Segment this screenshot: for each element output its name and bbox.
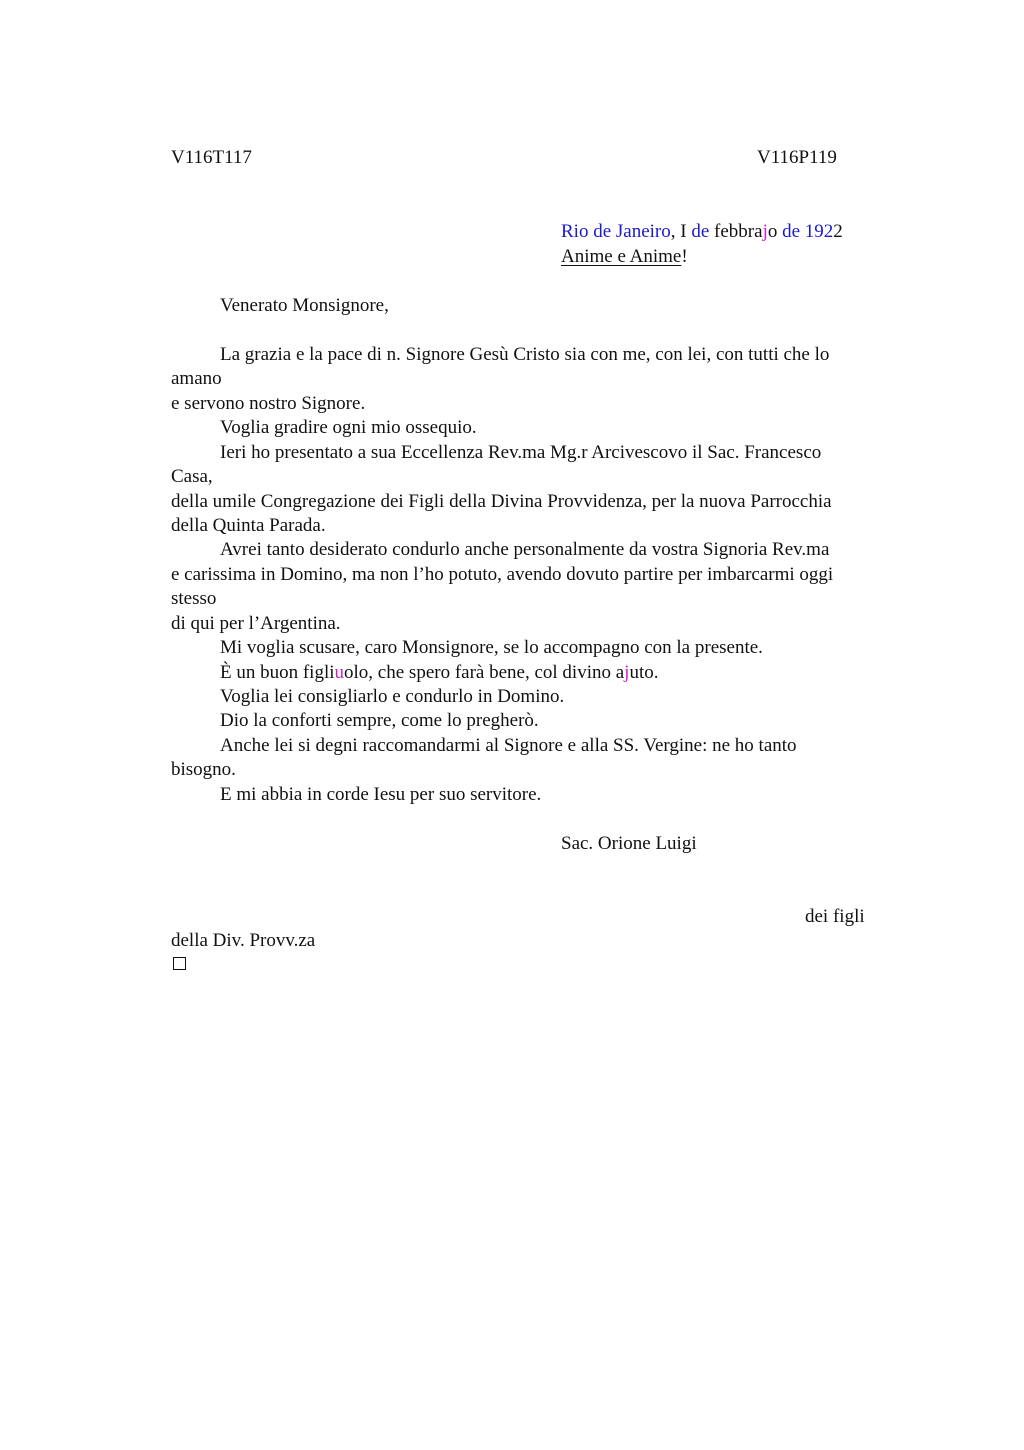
- body-line: Casa,: [171, 466, 213, 487]
- dateline-day: , I: [670, 221, 692, 242]
- body-line: Voglia gradire ogni mio ossequio.: [220, 417, 477, 438]
- dateline-month-end: o: [767, 221, 783, 242]
- body-line: stesso: [171, 588, 217, 609]
- body-line: Mi voglia scusare, caro Monsignore, se lo accompagno con la presente.: [220, 637, 763, 658]
- dateline-year-start: 192: [800, 221, 834, 242]
- body-line: amano: [171, 368, 222, 389]
- dateline-month-start: febbra: [709, 221, 763, 242]
- motto-mark: !: [681, 246, 688, 267]
- header-right-code: V116P119: [757, 147, 837, 168]
- body-variant-letter: u: [334, 662, 345, 683]
- body-line: Anche lei si degni raccomandarmi al Signore e alla SS. Vergine: ne ho tanto: [220, 735, 797, 756]
- footer-left: della Div. Provv.za: [171, 930, 316, 951]
- dateline: [561, 220, 843, 245]
- dateline-place: Rio de Janeiro: [561, 221, 671, 242]
- body-line-segment: olo, che spero farà bene, col divino a: [344, 662, 625, 683]
- body-line-segment: È un buon figli: [220, 662, 335, 683]
- body-variant-letter: j: [624, 662, 630, 683]
- signature: Sac. Orione Luigi: [561, 833, 697, 854]
- body-line: Dio la conforti sempre, come lo pregherò.: [220, 710, 539, 731]
- body-line: e carissima in Domino, ma non l’ho potuto, avendo dovuto partire per imbarcarmi oggi: [171, 564, 834, 585]
- body-line: Voglia lei consigliarlo e condurlo in Domino.: [220, 686, 565, 707]
- body-line: di qui per l’Argentina.: [171, 613, 341, 634]
- checkbox-icon: [173, 957, 186, 970]
- dateline-year-end: 2: [833, 221, 843, 242]
- body-line: della Quinta Parada.: [171, 515, 326, 536]
- footer-right: dei figli: [805, 906, 865, 927]
- motto: [561, 245, 688, 270]
- body-line: e servono nostro Signore.: [171, 393, 366, 414]
- motto-text: Anime e Anime: [561, 246, 682, 267]
- body-line: [220, 661, 658, 686]
- body-line: della umile Congregazione dei Figli della Divina Provvidenza, per la nuova Parrocchia: [171, 491, 832, 512]
- salutation: Venerato Monsignore,: [220, 295, 389, 316]
- body-line: E mi abbia in corde Iesu per suo servitore.: [220, 784, 542, 805]
- header-left-code: V116T117: [171, 147, 252, 168]
- dateline-de-year: de: [782, 221, 801, 242]
- body-line: bisogno.: [171, 759, 236, 780]
- body-line: La grazia e la pace di n. Signore Gesù Cristo sia con me, con lei, con tutti che lo: [220, 344, 830, 365]
- body-line: Ieri ho presentato a sua Eccellenza Rev.ma Mg.r Arcivescovo il Sac. Francesco: [220, 442, 822, 463]
- body-line: Avrei tanto desiderato condurlo anche personalmente da vostra Signoria Rev.ma: [220, 539, 830, 560]
- body-line-segment: uto.: [629, 662, 659, 683]
- dateline-de: de: [691, 221, 710, 242]
- dateline-month-variant-letter: j: [762, 221, 768, 242]
